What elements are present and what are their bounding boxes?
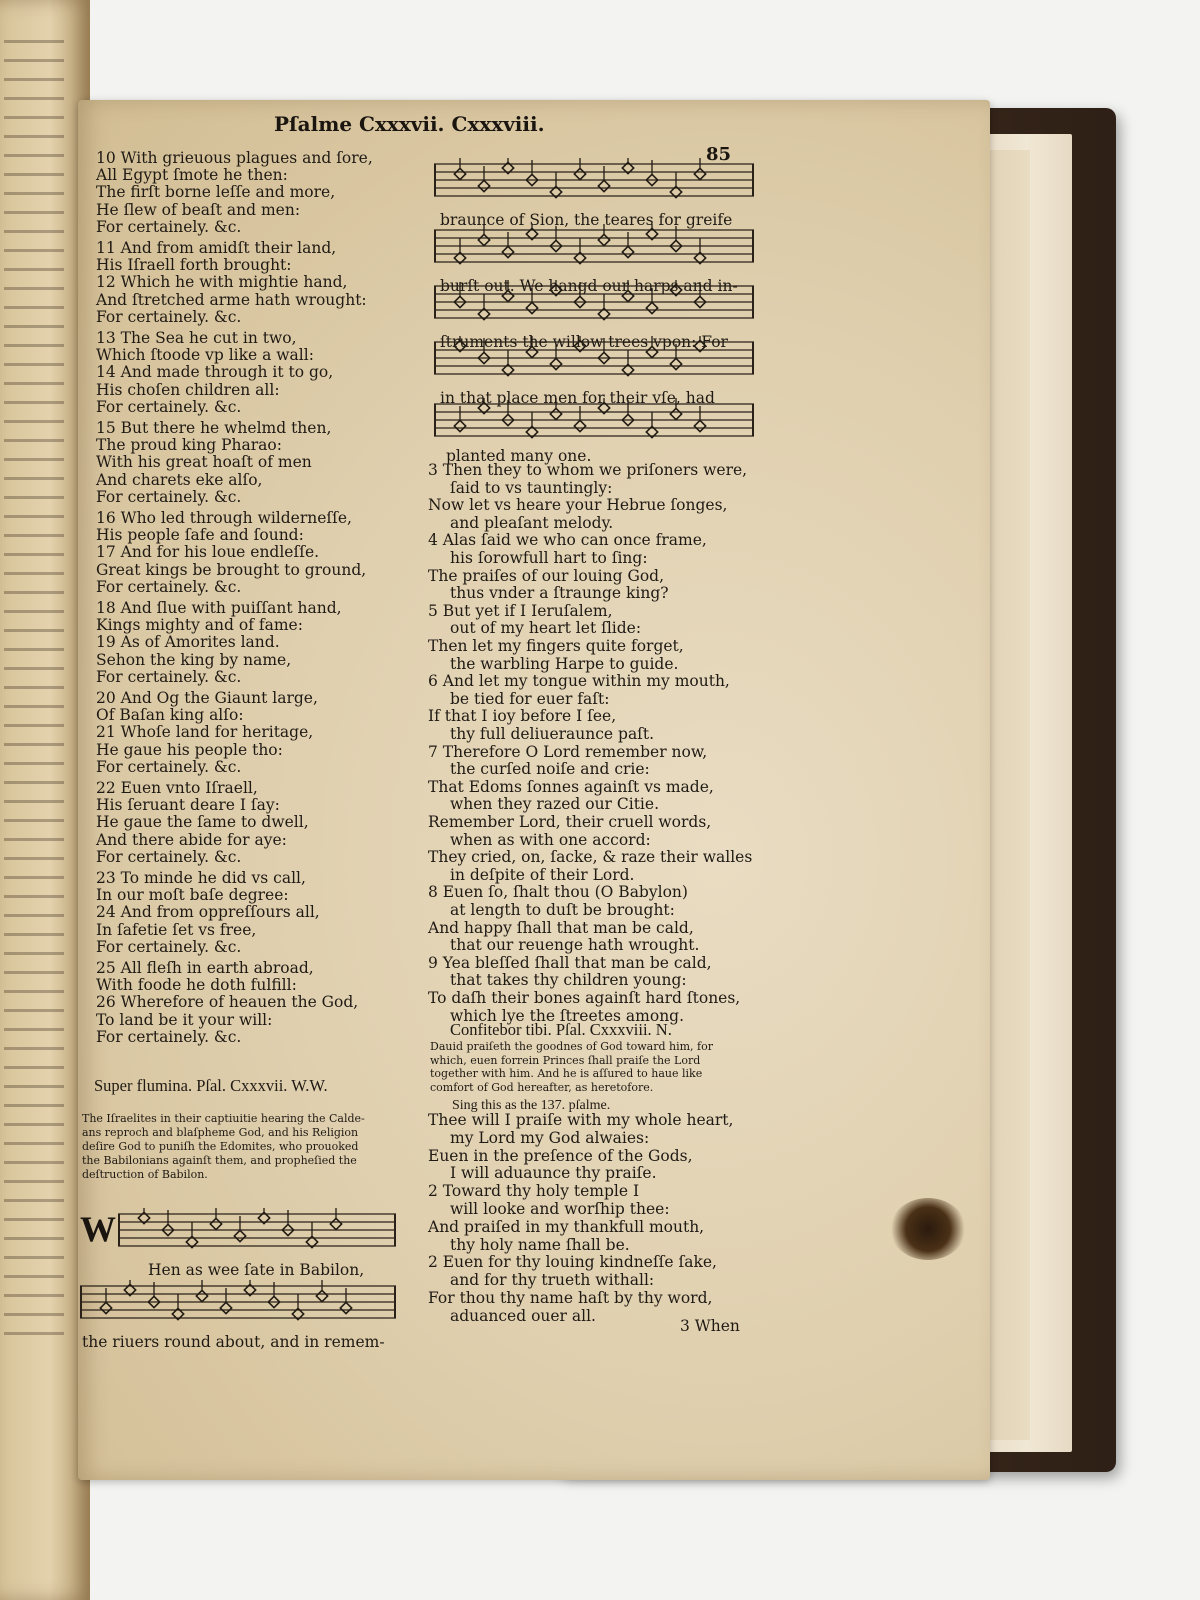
right-staff-2 [434, 224, 754, 268]
rightcol-line: To daſh their bones againſt hard ſtones, [428, 989, 741, 1007]
left-column-line: 12 Which he with mightie hand, [96, 273, 348, 292]
left-column-line: 13 The Sea he cut in two, [96, 329, 297, 347]
rightcol-line: that our reuenge hath wrought. [450, 936, 700, 955]
rightcol-line: That Edoms ſonnes againſt vs made, [428, 777, 714, 796]
leftarg-line: The Iſraelites in their captiuitie hearing the Calde- [82, 1112, 365, 1125]
left-column-line: He gaue his people tho: [96, 740, 283, 759]
left-column-line: He gaue the ſame to dwell, [96, 813, 309, 832]
leftarg-line: ans reproch and blaſpheme God, and his Religion [82, 1126, 359, 1139]
left-column-line: His choſen children all: [96, 380, 280, 399]
drop-initial: W [80, 1209, 116, 1249]
rightcol-line: Then let my fingers quite forget, [428, 637, 684, 655]
page-number: 85 [706, 144, 732, 165]
left-column-line: Which ſtoode vp like a wall: [96, 346, 314, 365]
left-column-line: For certainely. &c. [96, 1027, 242, 1046]
rightcol2-line: will looke and worſhip thee: [450, 1200, 670, 1218]
left-column-line: All Egypt ſmote he then: [96, 166, 288, 185]
left-column-line: 15 But there he whelmd then, [96, 419, 332, 437]
rightcol2-line: For thou thy name haſt by thy word, [428, 1289, 713, 1307]
left-column-line: Of Baſan king alſo: [96, 706, 244, 725]
rightcol2-line: Thee will I praiſe with my whole heart, [428, 1111, 734, 1129]
left-column-line: 24 And from oppreſſours all, [96, 903, 320, 922]
left-column-line: Kings mighty and of fame: [96, 616, 303, 635]
left-column-line: For certainely. &c. [96, 487, 242, 506]
rightarg-line: comfort of God hereafter, as heretofore. [430, 1080, 654, 1094]
left-column-line: The proud king Pharao: [96, 436, 282, 455]
rightcol2-line: my Lord my God alwaies: [450, 1128, 650, 1147]
rightcol-line: 7 Therefore O Lord remember now, [428, 742, 708, 761]
rightcol-line: his ſorowfull hart to ſing: [450, 549, 648, 567]
rightcol2-line: 2 Toward thy holy temple I [428, 1182, 640, 1201]
left-column-line: For certainely. &c. [96, 757, 242, 776]
left-column-line: Great kings be brought to ground, [96, 560, 367, 579]
left-column-line: And ſtretched arme hath wrought: [96, 290, 367, 309]
left-column-line: With his great hoaſt of men [96, 453, 312, 472]
left-column-line: And there abide for aye: [96, 830, 287, 849]
catchword: 3 When [680, 1317, 740, 1335]
left-lyric-1: Hen as wee ſate in Babilon, [148, 1261, 365, 1279]
left-column-line: 16 Who led through wilderneſſe, [96, 509, 352, 527]
right-staff-1 [434, 158, 754, 202]
left-column-line: His ſeruant deare I ſay: [96, 796, 280, 815]
left-column-line: 14 And made through it to go, [96, 363, 334, 382]
left-column-line: 22 Euen vnto Iſraell, [96, 779, 258, 797]
rightcol-line: 9 Yea bleſſed ſhall that man be cald, [428, 953, 712, 972]
rightcol2-line: aduanced ouer all. [450, 1306, 596, 1325]
right-lyric-5: planted many one. [446, 447, 592, 465]
rightcol-line: Now let vs heare your Hebrue ſonges, [428, 496, 728, 515]
rightcol-line: at length to duſt be brought: [450, 901, 675, 919]
left-psalm-title: Super flumina. Pſal. Cxxxvii. W.W. [94, 1076, 328, 1095]
rightcol-line: And happy ſhall that man be cald, [428, 918, 694, 937]
rightcol-line: thy full deliueraunce paſt. [450, 725, 655, 743]
right-lyric-3: ſtruments the willow trees vpon: For [440, 333, 728, 351]
rightcol-line: 3 Then they to whom we priſoners were, [428, 461, 748, 479]
left-column-line: Sehon the king by name, [96, 650, 292, 669]
left-column-line: 26 Wherefore of heauen the God, [96, 993, 359, 1012]
rightcol-line: 6 And let my tongue within my mouth, [428, 672, 730, 691]
left-column-line: To land be it your will: [96, 1010, 273, 1029]
left-column-line: 20 And Og the Giaunt large, [96, 689, 318, 707]
rightcol-line: ſaid to vs tauntingly: [450, 478, 613, 497]
left-column-line: For certainely. &c. [96, 937, 242, 956]
ink-stain [890, 1198, 966, 1260]
leftarg-line: deſire God to puniſh the Edomites, who prouoked [82, 1140, 359, 1153]
rightcol-line: 4 Alas ſaid we who can once frame, [428, 531, 707, 550]
left-column-line: In ſafetie ſet vs free, [96, 920, 257, 939]
rightcol-line: and pleaſant melody. [450, 513, 614, 532]
right-staff-5 [434, 398, 754, 442]
right-lyric-1: braunce of Sion, the teares for greife [440, 211, 733, 229]
left-column-line: 11 And from amidſt their land, [96, 239, 337, 257]
rightcol-line: Remember Lord, their cruell words, [428, 813, 712, 831]
left-column-line: For certainely. &c. [96, 667, 242, 686]
left-column-line: With foode he doth fulfill: [96, 976, 297, 995]
rightcol2-line: Euen in the preſence of the Gods, [428, 1146, 693, 1165]
rightcol-line: that takes thy children young: [450, 971, 687, 990]
left-column-line: His Iſraell forth brought: [96, 256, 292, 275]
right-staff-3 [434, 277, 754, 324]
rightarg-line: which, euen forrein Princes ſhall praiſe the Lord [430, 1053, 701, 1067]
rightcol-line: If that I ioy before I ſee, [428, 707, 617, 726]
left-column-line: 18 And ſlue with puiſſant hand, [96, 599, 342, 617]
rightcol-line: be tied for euer faſt: [450, 689, 610, 708]
left-column-line: For certainely. &c. [96, 217, 242, 236]
rightcol-line: when they razed our Citie. [450, 795, 659, 814]
left-column-line: 19 As of Amorites land. [96, 633, 280, 652]
rightarg-line: together with him. And he is aſſured to haue like [430, 1067, 703, 1080]
left-column-line: 25 All fleſh in earth abroad, [96, 959, 314, 977]
rightcol-line: which lye the ſtreetes among. [450, 1006, 685, 1025]
left-lyric-2: the riuers round about, and in remem- [82, 1333, 385, 1351]
left-column-line: 17 And for his loue endleſſe. [96, 543, 320, 562]
rightarg-line: Dauid praiſeth the goodnes of God toward him, for [430, 1040, 713, 1053]
rightcol-line: The praiſes of our louing God, [428, 566, 665, 585]
rightcol2-line: 2 Euen for thy louing kindneſſe ſake, [428, 1253, 717, 1272]
right-lyric-2: burſt out. We hangd our harps and in- [440, 277, 738, 295]
rightcol-line: out of my heart let ſlide: [450, 619, 642, 638]
page-heading: Pſalme Cxxxvii. Cxxxviii. [274, 112, 545, 136]
rightcol-line: the warbling Harpe to guide. [450, 654, 679, 673]
rightcol-line: when as with one accord: [450, 830, 651, 849]
left-staff-2 [80, 1280, 396, 1324]
facing-page-edge [0, 0, 90, 1600]
right-staff-4 [434, 333, 754, 380]
right-lyric-4: in that place men for their vſe, had [440, 389, 715, 407]
rightcol2-line: And praiſed in my thankfull mouth, [428, 1217, 705, 1236]
left-column-line: And charets eke alſo, [96, 470, 263, 489]
rightcol-line: 8 Euen ſo, ſhalt thou (O Babylon) [428, 883, 688, 902]
rightcol2-line: and for thy trueth withall: [450, 1271, 655, 1290]
left-column-line: His people ſafe and ſound: [96, 526, 304, 545]
leftarg-line: the Babilonians againſt them, and propheſied the [82, 1154, 357, 1167]
rightcol2-line: thy holy name ſhall be. [450, 1235, 630, 1254]
rightcol-line: the curſed noiſe and crie: [450, 760, 650, 779]
rightcol-line: 5 But yet if I Ieruſalem, [428, 601, 613, 620]
left-column-line: For certainely. &c. [96, 847, 242, 866]
leftarg-line: deſtruction of Babilon. [82, 1168, 208, 1181]
rightcol-line: thus vnder a ſtraunge king? [450, 584, 669, 603]
left-column-line: For certainely. &c. [96, 397, 242, 416]
right-psalm-title: Confitebor tibi. Pſal. Cxxxviii. N. [450, 1020, 672, 1039]
left-column-line: 23 To minde he did vs call, [96, 869, 306, 887]
rightcol-line: in deſpite of their Lord. [450, 865, 635, 884]
left-column-line: The firſt borne leſſe and more, [96, 183, 336, 202]
rightcol-line: They cried, on, ſacke, & raze their walles [428, 848, 753, 867]
rightcol2-line: I will aduaunce thy praiſe. [450, 1164, 657, 1183]
left-column-line: 10 With grieuous plagues and ſore, [96, 149, 373, 167]
sing-note: Sing this as the 137. pſalme. [452, 1098, 611, 1113]
left-column-line: For certainely. &c. [96, 307, 242, 326]
left-staff-1 [118, 1208, 396, 1252]
left-column-line: 21 Whoſe land for heritage, [96, 723, 314, 742]
left-column-line: For certainely. &c. [96, 577, 242, 596]
left-column-line: He ſlew of beaſt and men: [96, 200, 301, 219]
left-column-line: In our moſt baſe degree: [96, 886, 289, 905]
